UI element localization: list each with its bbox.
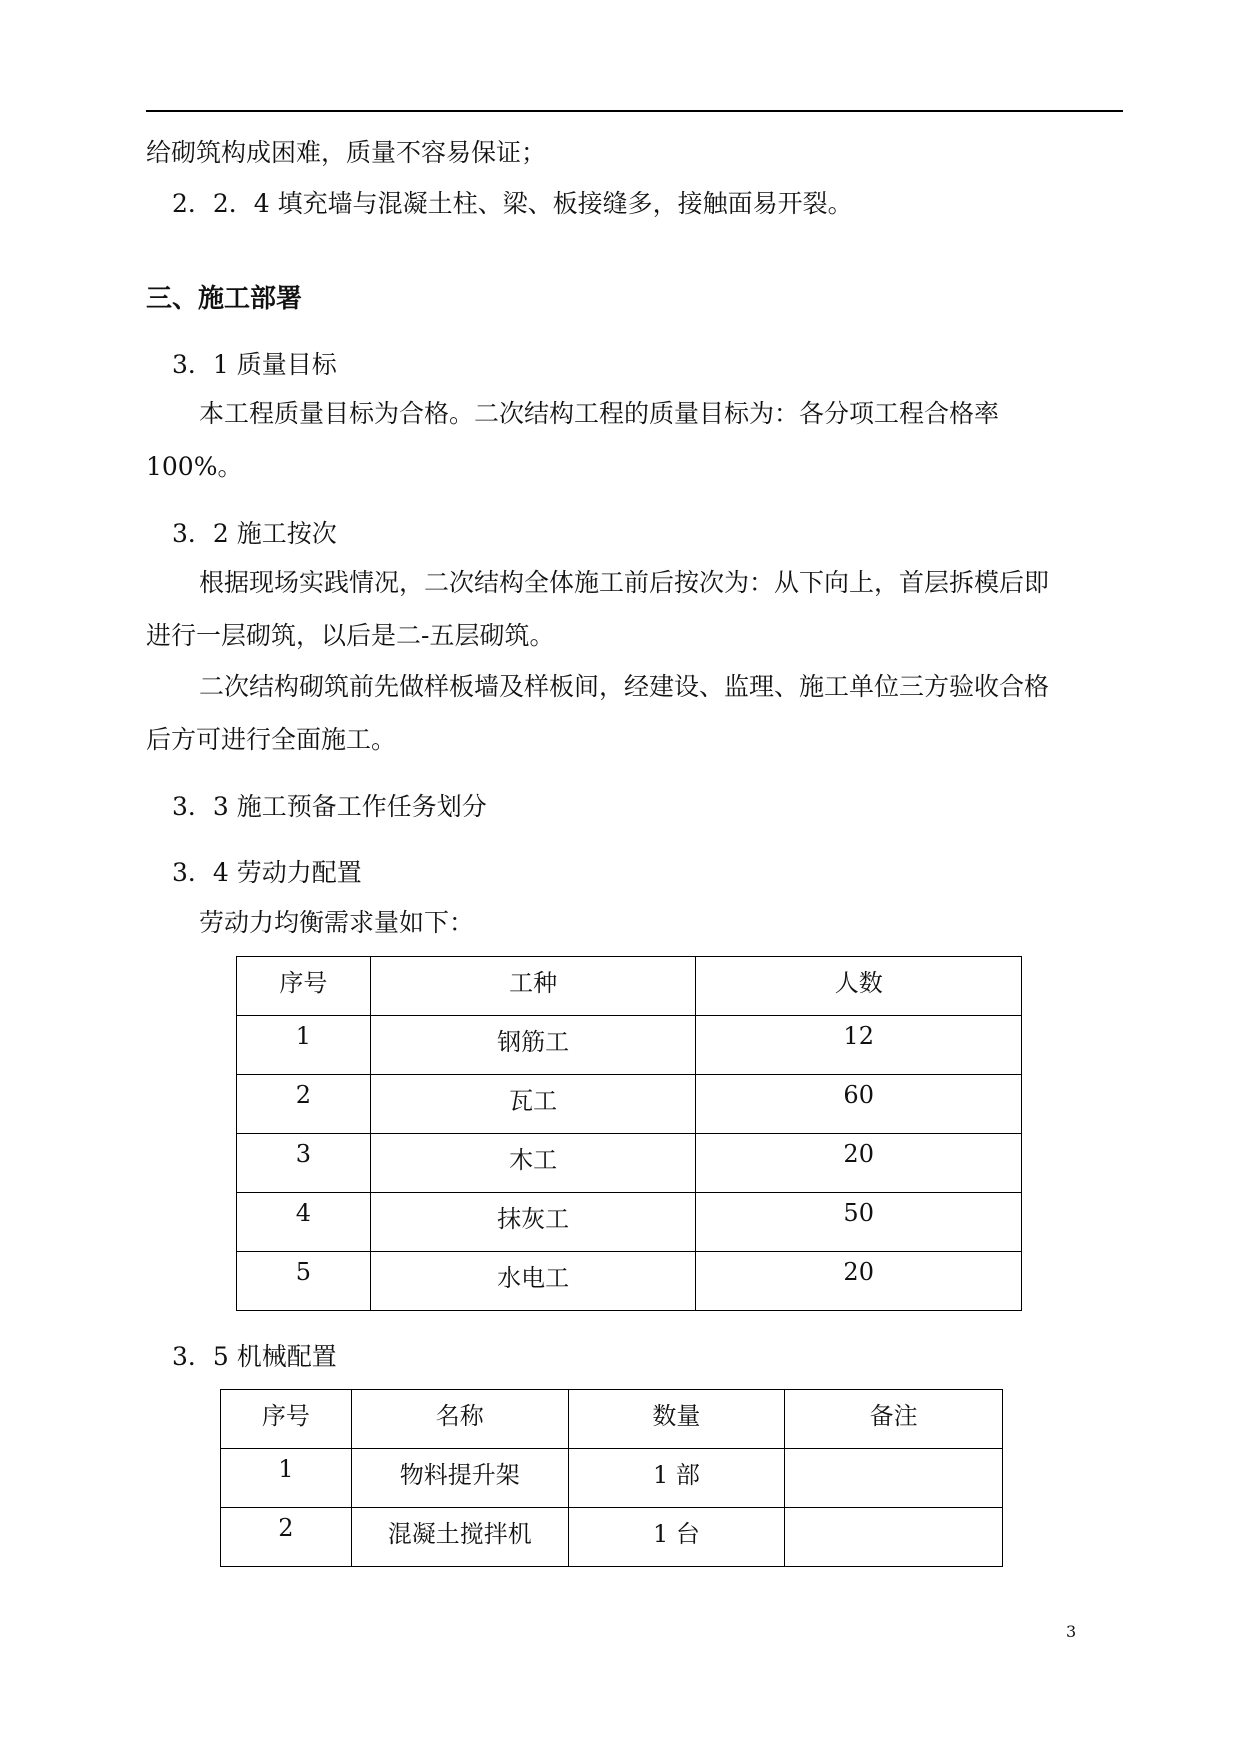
table-cell: 木工 bbox=[370, 1134, 696, 1193]
paragraph-line: 给砌筑构成困难，质量不容易保证； bbox=[146, 138, 547, 167]
subheading-3-5: 3．5 机械配置 bbox=[172, 1342, 337, 1371]
table-header-cell: 人数 bbox=[696, 957, 1022, 1016]
table-header-cell: 备注 bbox=[785, 1390, 1003, 1449]
table-cell: 2 bbox=[237, 1075, 371, 1134]
paragraph-line: 100%。 bbox=[146, 452, 243, 481]
paragraph-line: 根据现场实践情况，二次结构全体施工前后按次为：从下向上，首层拆模后即 bbox=[199, 568, 1050, 597]
table-cell: 20 bbox=[696, 1252, 1022, 1311]
table-cell: 4 bbox=[237, 1193, 371, 1252]
table-cell: 1 bbox=[237, 1016, 371, 1075]
table-cell: 1 台 bbox=[568, 1508, 785, 1567]
table-header-cell: 名称 bbox=[351, 1390, 568, 1449]
labor-table bbox=[236, 956, 1022, 1311]
header-rule bbox=[146, 110, 1123, 112]
table-cell bbox=[785, 1449, 1003, 1508]
table-cell: 混凝土搅拌机 bbox=[351, 1508, 568, 1567]
paragraph-line: 本工程质量目标为合格。二次结构工程的质量目标为：各分项工程合格率 bbox=[199, 399, 1000, 428]
table-cell: 20 bbox=[696, 1134, 1022, 1193]
table-cell: 1 bbox=[221, 1449, 352, 1508]
table-header-cell: 工种 bbox=[370, 957, 696, 1016]
table-cell: 水电工 bbox=[370, 1252, 696, 1311]
section-heading-3: 三、施工部署 bbox=[146, 284, 303, 314]
table-cell: 50 bbox=[696, 1193, 1022, 1252]
table-cell: 1 部 bbox=[568, 1449, 785, 1508]
section-item-2-2-4: 2．2．4 填充墙与混凝土柱、梁、板接缝多，接触面易开裂。 bbox=[172, 189, 853, 218]
paragraph-line: 劳动力均衡需求量如下： bbox=[199, 908, 475, 937]
paragraph-line: 进行一层砌筑，以后是二-五层砌筑。 bbox=[146, 621, 555, 650]
table-cell: 物料提升架 bbox=[351, 1449, 568, 1508]
table-cell: 60 bbox=[696, 1075, 1022, 1134]
table-row bbox=[221, 1508, 1003, 1567]
subheading-3-2: 3．2 施工按次 bbox=[172, 519, 337, 548]
paragraph-line: 后方可进行全面施工。 bbox=[146, 725, 397, 754]
table-cell: 3 bbox=[237, 1134, 371, 1193]
table-header-cell: 数量 bbox=[568, 1390, 785, 1449]
table-row bbox=[237, 1252, 1022, 1311]
table-header-cell: 序号 bbox=[221, 1390, 352, 1449]
table-header-cell: 序号 bbox=[237, 957, 371, 1016]
table-row bbox=[237, 1134, 1022, 1193]
table-cell: 钢筋工 bbox=[370, 1016, 696, 1075]
table-row bbox=[221, 1449, 1003, 1508]
page-number: 3 bbox=[1066, 1622, 1077, 1641]
table-cell: 12 bbox=[696, 1016, 1022, 1075]
table-row bbox=[237, 1016, 1022, 1075]
subheading-3-4: 3．4 劳动力配置 bbox=[172, 858, 362, 887]
table-cell: 5 bbox=[237, 1252, 371, 1311]
machine-table bbox=[220, 1389, 1003, 1567]
paragraph-line: 二次结构砌筑前先做样板墙及样板间，经建设、监理、施工单位三方验收合格 bbox=[199, 672, 1050, 701]
table-header-row bbox=[237, 957, 1022, 1016]
table-cell: 抹灰工 bbox=[370, 1193, 696, 1252]
subheading-3-3: 3．3 施工预备工作任务划分 bbox=[172, 792, 487, 821]
table-cell: 2 bbox=[221, 1508, 352, 1567]
table-header-row bbox=[221, 1390, 1003, 1449]
table-row bbox=[237, 1193, 1022, 1252]
subheading-3-1: 3．1 质量目标 bbox=[172, 350, 337, 379]
table-cell: 瓦工 bbox=[370, 1075, 696, 1134]
table-cell bbox=[785, 1508, 1003, 1567]
table-row bbox=[237, 1075, 1022, 1134]
